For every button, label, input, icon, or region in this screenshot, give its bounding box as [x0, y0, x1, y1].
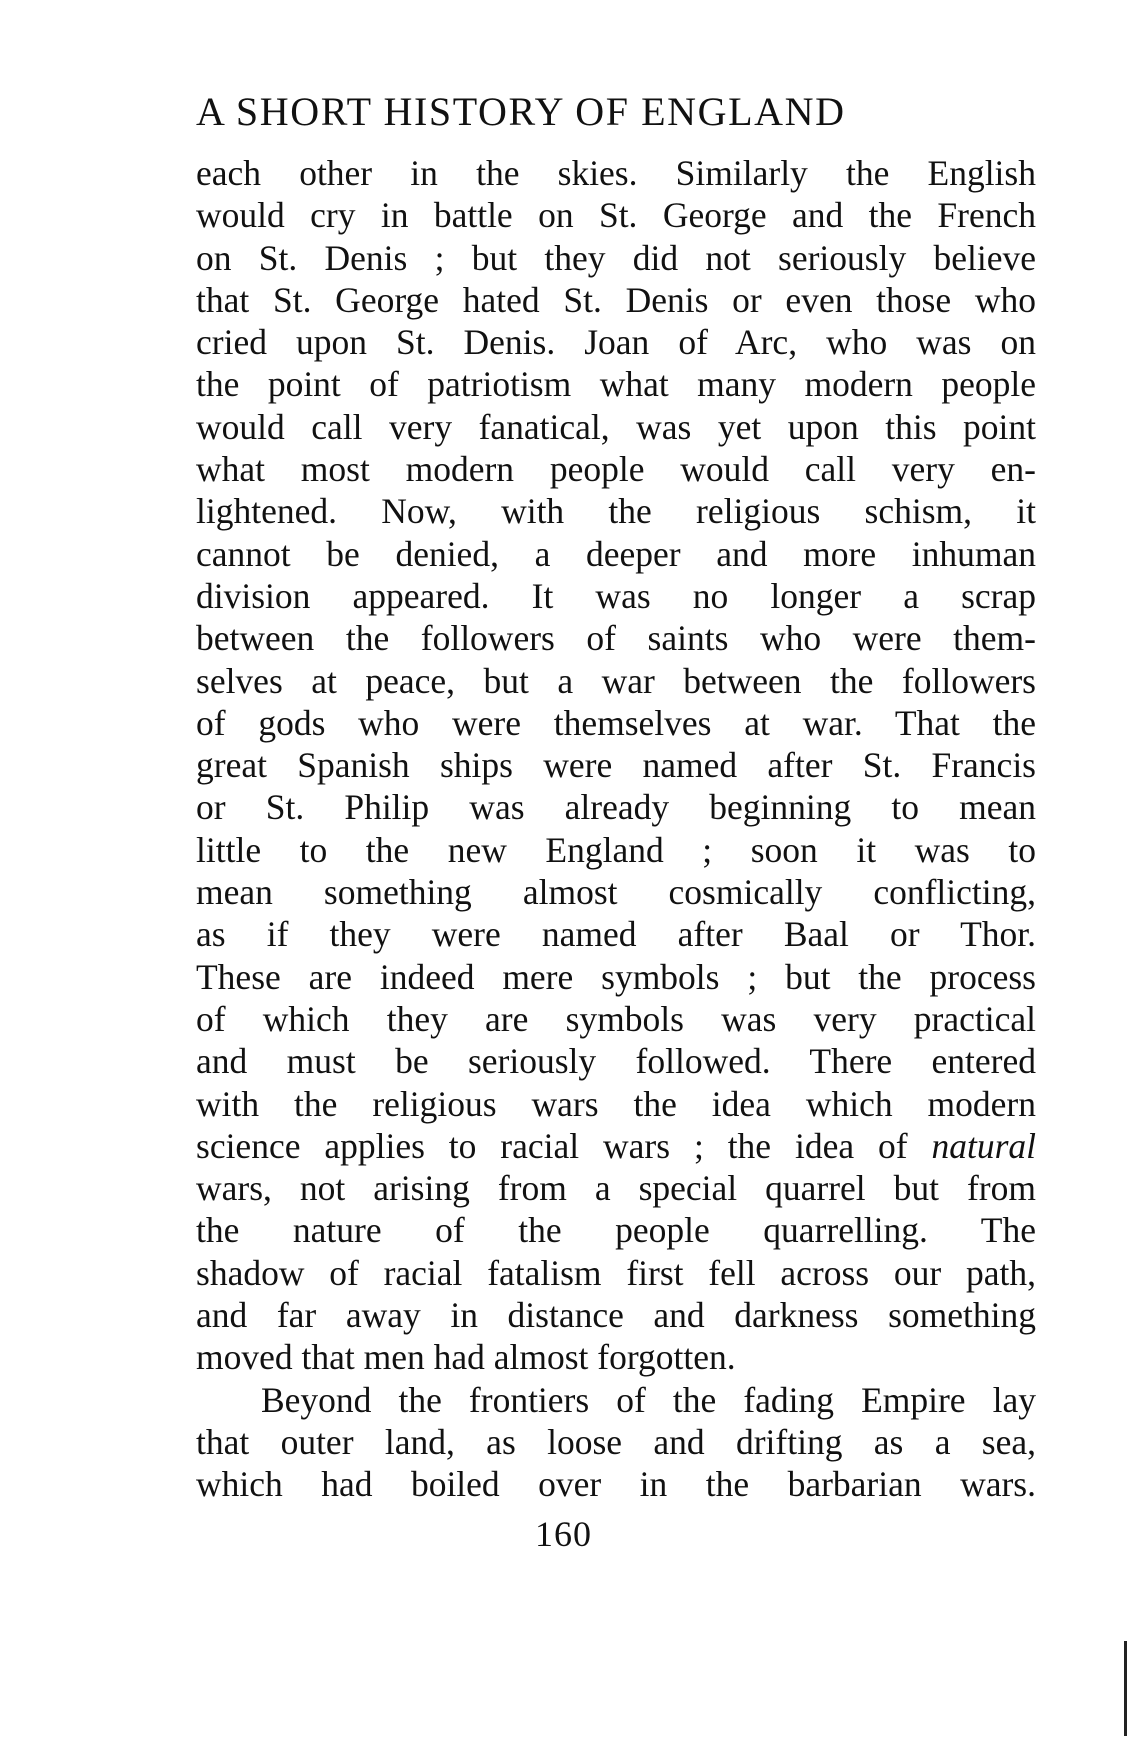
text-line: cannot be denied, a deeper and more inhuman — [196, 533, 1036, 574]
text-line: the point of patriotism what many modern people — [196, 364, 1036, 405]
text-line: as if they were named after Baal or Thor. — [196, 914, 1036, 955]
text-line: little to the new England ; soon it was to — [196, 829, 1036, 870]
running-head: A SHORT HISTORY OF ENGLAND — [196, 89, 846, 134]
text-line: division appeared. It was no longer a scrap — [196, 575, 1036, 616]
text-line — [196, 1125, 1036, 1167]
italic-word: natural — [931, 1125, 1036, 1166]
text-line: of gods who were themselves at war. That the — [196, 702, 1036, 743]
paragraph-start-line: Beyond the frontiers of the fading Empire lay — [261, 1379, 1036, 1420]
text-line: would call very fanatical, was yet upon this point — [196, 406, 1036, 447]
text-line: each other in the skies. Similarly the English — [196, 153, 1036, 193]
text-line: and must be seriously followed. There entered — [196, 1041, 1036, 1082]
text-line: of which they are symbols was very practical — [196, 998, 1036, 1039]
text-line: that St. George hated St. Denis or even those who — [196, 279, 1036, 320]
text-line: with the religious wars the idea which modern — [196, 1083, 1036, 1124]
text-line: great Spanish ships were named after St. Francis — [196, 745, 1036, 786]
page-number: 160 — [535, 1514, 592, 1554]
text-line-lead: science applies to racial wars ; the idea of — [196, 1125, 932, 1166]
text-line: or St. Philip was already beginning to mean — [196, 787, 1036, 828]
text-line: which had boiled over in the barbarian wars. — [196, 1464, 1036, 1505]
text-line: what most modern people would call very en- — [196, 449, 1036, 490]
text-line: that outer land, as loose and drifting as a sea, — [196, 1421, 1036, 1462]
text-line: shadow of racial fatalism first fell across our path, — [196, 1252, 1036, 1293]
text-line: on St. Denis ; but they did not seriously believe — [196, 237, 1036, 278]
text-line: mean something almost cosmically conflicting, — [196, 872, 1036, 913]
text-line: cried upon St. Denis. Joan of Arc, who was on — [196, 322, 1036, 363]
text-line: and far away in distance and darkness something — [196, 1295, 1036, 1336]
text-line: These are indeed mere symbols ; but the process — [196, 956, 1036, 997]
body-text — [196, 152, 1036, 1506]
paragraph-end-line: moved that men had almost forgotten. — [196, 1337, 736, 1378]
text-line: would cry in battle on St. George and the French — [196, 195, 1036, 236]
text-line: between the followers of saints who were them- — [196, 618, 1036, 659]
text-line: lightened. Now, with the religious schism, it — [196, 491, 1036, 532]
text-line: selves at peace, but a war between the followers — [196, 660, 1036, 701]
text-line: wars, not arising from a special quarrel but from — [196, 1168, 1036, 1209]
text-line: the nature of the people quarrelling. The — [196, 1210, 1036, 1251]
